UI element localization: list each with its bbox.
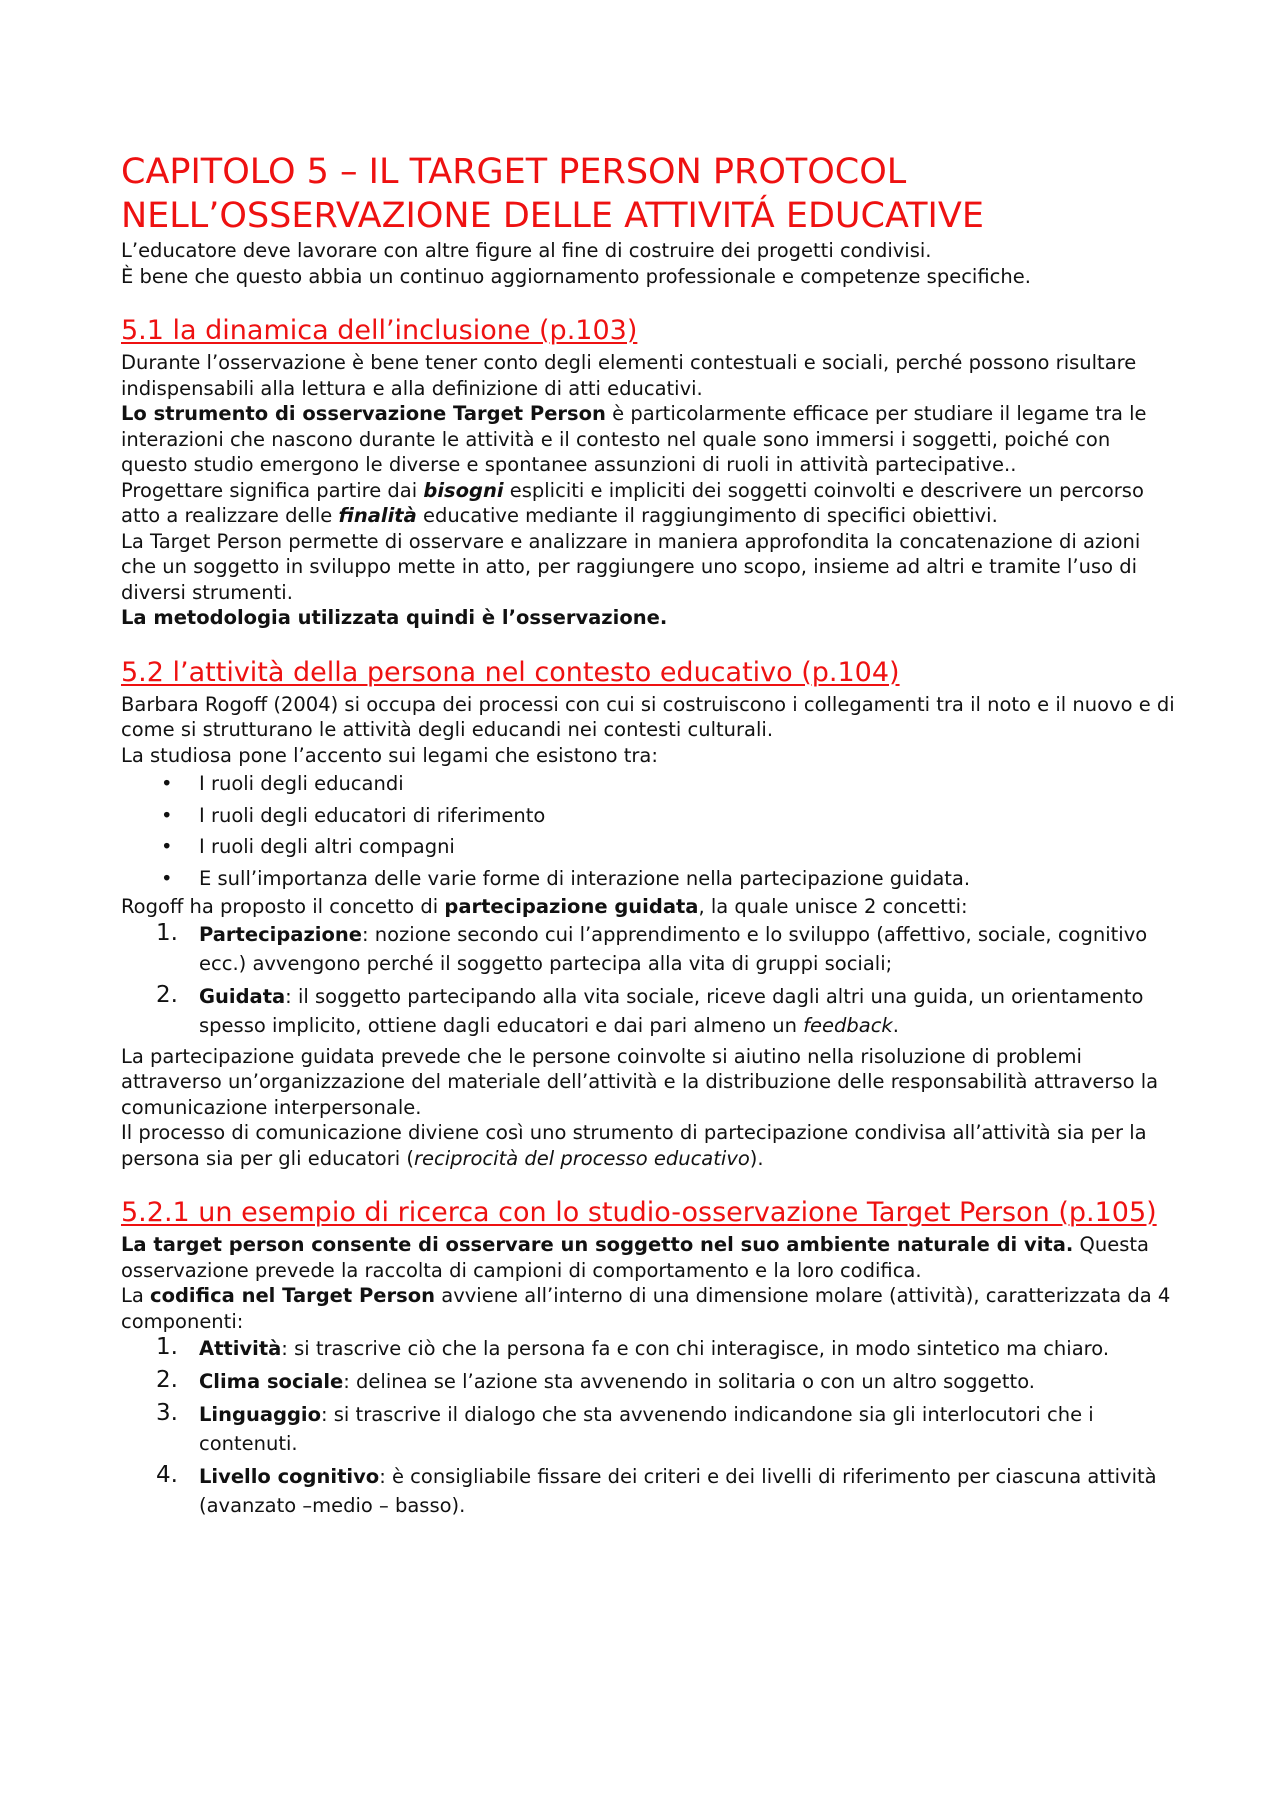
s52-paragraph-2: La studiosa pone l’accento sui legami che esistono tra: [121,743,658,767]
s51-paragraph-2 [121,401,1180,478]
list-item-term: Guidata [199,984,286,1008]
s51-p3-text-c: espliciti e impliciti dei soggetti coinvolti e descrivere un percorso atto a realizzare delle [121,478,1144,527]
s51-p3-finalita: finalità [338,504,417,527]
bullet-icon: • [161,803,173,827]
s51-p3-text-a: Progettare significa partire dai [121,478,424,502]
s52-paragraph-3 [121,894,1180,920]
list-item-italic: feedback [803,1013,893,1037]
s52-paragraph-4: La partecipazione guidata prevede che le persone coinvolte si aiutino nella risoluzione di problemi attraverso un’organizzazione del materiale dell’attività e la distribuzione delle responsabilità attraverso la comunicazione interpersonale. [121,1044,1159,1119]
bullet-icon: • [161,866,173,890]
list-item [156,1462,1180,1520]
s51-paragraph-5 [121,605,1180,631]
list-item-tail: . [892,1013,899,1037]
list-item-term: Partecipazione [199,922,362,946]
s521-p2-bold: codifica nel Target Person [150,1284,436,1307]
s52-p5-italic: reciprocità del processo educativo [413,1146,750,1170]
s52-paragraph-1: Barbara Rogoff (2004) si occupa dei processi con cui si costruiscono i collegamenti tra il noto e il nuovo e di come si strutturano le attività degli educandi nei contesti culturali. [121,692,1175,741]
s51-p2-text: è particolarmente efficace per studiare il legame tra le interazioni che nascono durante le attività e il contesto nel quale sono immersi i soggetti, poiché con questo studio emergono le diverse e spontanee assunzioni di ruoli in attività partecipative.. [121,402,1147,476]
s52-p5-text-c: ). [749,1146,764,1170]
section-heading-5-2-1: 5.2.1 un esempio di ricerca con lo studio-osservazione Target Person (p.105) [121,1197,1157,1228]
list-item-term: Clima sociale [199,1370,344,1393]
list-item [161,831,1180,863]
bullet-icon: • [161,772,173,795]
list-item-term: Livello cognitivo [199,1465,380,1488]
s521-p1-text: Questa osservazione prevede la raccolta di campioni di comportamento e la loro codifica. [121,1233,1149,1282]
list-item [161,863,1180,895]
intro-paragraph-2: È bene che questo abbia un continuo aggiornamento professionale e competenze specifiche. [121,264,1031,288]
list-item-text: : nozione secondo cui l’apprendimento e lo sviluppo (affettivo, sociale, cognitivo ecc.) avvengono perché il soggetto partecipa alla vita di gruppi sociali; [199,922,1148,975]
s52-p5-text-a: Il processo di comunicazione diviene così uno strumento di partecipazione condivisa all’attività sia per la persona sia per gli educatori ( [121,1121,1147,1170]
s521-paragraph-1 [121,1232,1180,1283]
list-number: 4. [156,1462,178,1488]
s51-p3-bisogni: bisogni [423,478,504,502]
section-heading-5-2: 5.2 l’attività della persona nel contesto educativo (p.104) [121,656,900,688]
bullet-icon: • [161,835,173,858]
s521-p2-text-a: La [121,1284,151,1307]
title-line-2: NELL’OSSERVAZIONE DELLE ATTIVITÁ EDUCATIVE [121,196,984,236]
list-item [156,920,1180,978]
list-number: 2. [156,1367,178,1393]
s51-paragraph-1: Durante l’osservazione è bene tener conto degli elementi contestuali e sociali, perché possono risultare indispensabili alla lettura e alla definizione di atti educativi. [121,351,1137,400]
bullet-text: E sull’importanza delle varie forme di interazione nella partecipazione guidata. [199,866,971,890]
list-item-text: : si trascrive ciò che la persona fa e con chi interagisce, in modo sintetico ma chiaro. [281,1337,1110,1360]
list-item [161,800,1180,832]
s51-p3-text-e: educative mediante il raggiungimento di specifici obiettivi. [416,504,998,527]
list-number: 1. [156,1334,178,1360]
s52-p3-text-a: Rogoff ha proposto il concetto di [121,895,445,918]
s52-numbered-list [121,920,1180,1040]
s521-p1-bold: La target person consente di osservare un soggetto nel suo ambiente naturale di vita. [121,1233,1074,1256]
s52-paragraph-5 [121,1120,1180,1171]
list-item [156,1400,1180,1458]
s521-p2-text-c: avviene all’interno di una dimensione molare (attività), caratterizzata da 4 componenti: [121,1284,1171,1333]
intro-paragraph-1: L’educatore deve lavorare con altre figure al fine di costruire dei progetti condivisi. [121,239,932,262]
s52-bullet-list [121,768,1180,894]
s51-paragraph-3 [121,478,1180,529]
bullet-text: I ruoli degli educandi [199,772,404,795]
list-item [156,1367,1180,1396]
list-item-text: : delinea se l’azione sta avvenendo in solitaria o con un altro soggetto. [343,1370,1035,1393]
list-item [156,982,1180,1040]
page-title [121,150,1180,238]
s521-numbered-list [121,1334,1180,1520]
bullet-text: I ruoli degli altri compagni [199,835,455,858]
list-number: 2. [156,981,178,1008]
list-item-text: : è consigliabile fissare dei criteri e dei livelli di riferimento per ciascuna attività (avanzato –medio – basso). [199,1465,1157,1517]
list-item-term: Attività [199,1337,282,1360]
s51-p2-bold: Lo strumento di osservazione Target Person [121,402,606,425]
s521-paragraph-2 [121,1283,1180,1334]
list-number: 1. [156,919,178,946]
list-item-text: : il soggetto partecipando alla vita sociale, riceve dagli altri una guida, un orientamento spesso implicito, ottiene dagli educatori e dai pari almeno un [199,984,1144,1037]
s51-p5-bold: La metodologia utilizzata quindi è l’osservazione. [121,606,668,629]
bullet-text: I ruoli degli educatori di riferimento [199,803,546,827]
list-item-term: Linguaggio [199,1403,321,1426]
list-item [156,1334,1180,1363]
list-number: 3. [156,1400,178,1426]
section-heading-5-1: 5.1 la dinamica dell’inclusione (p.103) [121,315,638,346]
s52-p3-text-c: , la quale unisce 2 concetti: [698,895,968,918]
s52-p3-bold: partecipazione guidata [444,895,699,918]
list-item [161,768,1180,800]
title-line-1: CAPITOLO 5 – IL TARGET PERSON PROTOCOL [121,152,907,192]
list-item-text: : si trascrive il dialogo che sta avvenendo indicandone sia gli interlocutori che i contenuti. [199,1403,1094,1455]
s51-paragraph-4: La Target Person permette di osservare e analizzare in maniera approfondita la concatenazione di azioni che un soggetto in sviluppo mette in atto, per raggiungere uno scopo, insieme ad altri e tramite l’uso di diversi strumenti. [121,529,1141,604]
